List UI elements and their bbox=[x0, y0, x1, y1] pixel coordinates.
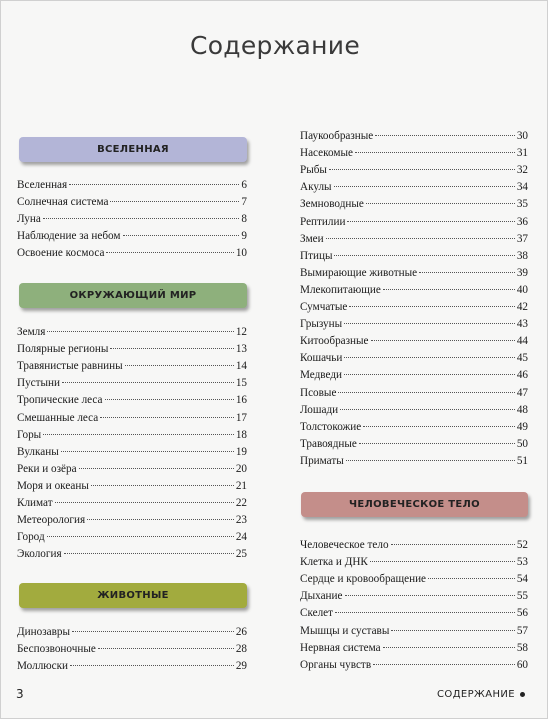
toc-entry[interactable] bbox=[300, 438, 528, 455]
entry-title: Климат bbox=[17, 497, 53, 509]
entry-title: Тропические леса bbox=[17, 394, 103, 407]
entry-title: Экология bbox=[17, 548, 62, 561]
toc-entry[interactable] bbox=[300, 556, 528, 573]
dot-leader bbox=[62, 382, 234, 383]
dot-leader bbox=[375, 135, 515, 136]
page-number: 3 bbox=[16, 687, 24, 701]
entry-page-number: 18 bbox=[235, 428, 247, 441]
entry-title: Лошади bbox=[300, 403, 339, 416]
entry-title: Метеорология bbox=[17, 514, 86, 527]
toc-entry[interactable] bbox=[17, 394, 247, 411]
entry-page-number: 49 bbox=[516, 420, 528, 433]
toc-entry[interactable] bbox=[17, 643, 247, 660]
toc-entry[interactable] bbox=[300, 335, 528, 352]
dot-leader bbox=[47, 331, 233, 332]
entry-page-number: 26 bbox=[235, 626, 247, 638]
dot-leader bbox=[70, 665, 234, 666]
dot-leader bbox=[47, 536, 234, 537]
entry-page-number: 9 bbox=[241, 230, 247, 243]
toc-entry[interactable] bbox=[17, 429, 247, 446]
dot-leader bbox=[61, 451, 234, 452]
toc-entry[interactable] bbox=[300, 455, 528, 472]
dot-leader bbox=[383, 289, 515, 290]
toc-entry[interactable] bbox=[300, 421, 528, 438]
entry-page-number: 13 bbox=[235, 343, 247, 356]
entry-title: Земля bbox=[17, 326, 46, 338]
dot-leader bbox=[87, 519, 234, 520]
entry-page-number: 50 bbox=[516, 437, 528, 450]
dot-leader bbox=[344, 323, 515, 324]
toc-entry[interactable] bbox=[300, 539, 528, 556]
entry-title: Насекомые bbox=[300, 147, 353, 160]
dot-leader bbox=[344, 374, 515, 375]
entry-title: Пустыни bbox=[17, 377, 61, 390]
entry-page-number: 22 bbox=[235, 497, 247, 509]
toc-entry[interactable] bbox=[300, 130, 528, 147]
entry-title: Дыхание bbox=[300, 590, 343, 603]
dot-leader bbox=[419, 272, 515, 273]
entry-page-number: 8 bbox=[241, 213, 247, 226]
toc-entry[interactable] bbox=[300, 659, 528, 676]
dot-leader bbox=[359, 443, 515, 444]
entry-title: Рептилии bbox=[300, 215, 346, 228]
toc-entry[interactable] bbox=[300, 642, 528, 659]
entry-title: Рыбы bbox=[300, 164, 327, 177]
entry-title: Реки и озёра bbox=[17, 462, 77, 475]
entry-title: Сумчатые bbox=[300, 301, 348, 313]
dot-leader bbox=[345, 595, 515, 596]
toc-entry[interactable] bbox=[17, 213, 247, 230]
dot-leader bbox=[383, 647, 515, 648]
entry-title: Вселенная bbox=[17, 179, 68, 191]
entry-page-number: 54 bbox=[516, 573, 528, 586]
entry-page-number: 52 bbox=[516, 539, 528, 551]
running-footer bbox=[437, 689, 525, 700]
dot-leader bbox=[371, 340, 515, 341]
entry-title: Беспозвоночные bbox=[17, 643, 96, 656]
toc-entry[interactable] bbox=[17, 377, 247, 394]
entry-page-number: 58 bbox=[516, 641, 528, 654]
dot-leader bbox=[346, 460, 515, 461]
toc-entry[interactable] bbox=[300, 267, 528, 284]
running-title: СОДЕРЖАНИЕ bbox=[437, 689, 515, 700]
toc-entry[interactable] bbox=[17, 463, 247, 480]
dot-leader bbox=[391, 630, 514, 631]
entry-title: Млекопитающие bbox=[300, 283, 381, 296]
dot-leader bbox=[72, 631, 234, 632]
toc-entry[interactable] bbox=[17, 531, 247, 548]
entry-title: Китообразные bbox=[300, 335, 369, 348]
dot-leader bbox=[349, 306, 514, 307]
entry-title: Медведи bbox=[300, 369, 343, 382]
entry-page-number: 38 bbox=[516, 249, 528, 262]
toc-entry[interactable] bbox=[300, 233, 528, 250]
dot-leader bbox=[106, 252, 233, 253]
entry-page-number: 55 bbox=[516, 590, 528, 603]
entry-title: Псовые bbox=[300, 386, 337, 399]
entry-page-number: 28 bbox=[235, 643, 247, 656]
entry-page-number: 15 bbox=[235, 377, 247, 390]
dot-leader bbox=[329, 169, 515, 170]
toc-entry[interactable] bbox=[17, 446, 247, 463]
entry-page-number: 20 bbox=[235, 462, 247, 475]
entry-page-number: 21 bbox=[235, 479, 247, 492]
entry-title: Травянистые равнины bbox=[17, 360, 123, 373]
dot-leader bbox=[373, 664, 515, 665]
dot-leader bbox=[110, 348, 233, 349]
toc-entry[interactable] bbox=[17, 548, 247, 565]
entry-page-number: 36 bbox=[516, 215, 528, 228]
entry-page-number: 31 bbox=[516, 147, 528, 160]
section-header: ЧЕЛОВЕЧЕСКОЕ ТЕЛО bbox=[301, 492, 528, 517]
dot-leader bbox=[334, 255, 514, 256]
entry-page-number: 56 bbox=[516, 607, 528, 620]
dot-leader bbox=[64, 553, 234, 554]
entry-page-number: 12 bbox=[235, 326, 247, 338]
dot-leader bbox=[335, 612, 515, 613]
toc-entry[interactable] bbox=[17, 343, 247, 360]
entry-page-number: 7 bbox=[241, 196, 247, 209]
dot-leader bbox=[347, 221, 514, 222]
entry-page-number: 35 bbox=[516, 198, 528, 211]
entry-page-number: 19 bbox=[235, 445, 247, 458]
section-header: ОКРУЖАЮЩИЙ МИР bbox=[19, 283, 247, 308]
entry-title: Вулканы bbox=[17, 445, 59, 458]
entry-page-number: 40 bbox=[516, 283, 528, 296]
toc-entry[interactable] bbox=[17, 360, 247, 377]
dot-leader bbox=[100, 417, 234, 418]
dot-leader bbox=[363, 426, 515, 427]
dot-leader bbox=[123, 235, 240, 236]
dot-leader bbox=[326, 238, 515, 239]
dot-leader bbox=[344, 357, 514, 358]
toc-entry[interactable] bbox=[300, 404, 528, 421]
dot-leader bbox=[43, 434, 234, 435]
page-title: Содержание bbox=[189, 31, 361, 60]
entry-page-number: 47 bbox=[516, 386, 528, 399]
toc-entry[interactable] bbox=[300, 352, 528, 369]
toc-entry[interactable] bbox=[300, 301, 528, 318]
entry-title: Грызуны bbox=[300, 318, 343, 331]
toc-entry[interactable] bbox=[300, 369, 528, 386]
dot-leader bbox=[105, 399, 234, 400]
entry-title: Нервная система bbox=[300, 641, 381, 654]
entry-page-number: 39 bbox=[516, 266, 528, 279]
entry-page-number: 37 bbox=[516, 232, 528, 245]
entry-title: Освоение космоса bbox=[17, 247, 105, 260]
dot-leader bbox=[366, 203, 515, 204]
entry-page-number: 34 bbox=[516, 181, 528, 194]
entry-page-number: 44 bbox=[516, 335, 528, 348]
dot-leader bbox=[98, 648, 234, 649]
entry-title: Мышцы и суставы bbox=[300, 624, 390, 637]
toc-entry[interactable] bbox=[300, 181, 528, 198]
entry-title: Человеческое тело bbox=[300, 539, 389, 551]
dot-leader bbox=[370, 561, 515, 562]
toc-entry[interactable] bbox=[17, 326, 247, 343]
dot-leader bbox=[43, 218, 240, 219]
entry-page-number: 46 bbox=[516, 369, 528, 382]
toc-entry[interactable] bbox=[300, 318, 528, 335]
toc-entry[interactable] bbox=[17, 626, 247, 643]
entry-title: Акулы bbox=[300, 181, 332, 194]
toc-entry[interactable] bbox=[17, 412, 247, 429]
entry-title: Смешанные леса bbox=[17, 411, 99, 424]
entry-title: Паукообразные bbox=[300, 130, 374, 142]
toc-entry[interactable] bbox=[300, 216, 528, 233]
entry-page-number: 43 bbox=[516, 318, 528, 331]
toc-entry[interactable] bbox=[17, 514, 247, 531]
dot-leader bbox=[110, 201, 239, 202]
entry-title: Клетка и ДНК bbox=[300, 556, 368, 569]
entry-title: Органы чувств bbox=[300, 658, 372, 671]
entry-title: Моллюски bbox=[17, 660, 69, 673]
toc-entry[interactable] bbox=[17, 230, 247, 247]
dot-leader bbox=[91, 485, 234, 486]
entry-page-number: 45 bbox=[516, 352, 528, 365]
dot-leader bbox=[428, 578, 515, 579]
entry-title: Горы bbox=[17, 428, 42, 441]
dot-leader bbox=[69, 184, 239, 185]
entry-page-number: 10 bbox=[235, 247, 247, 260]
dot-leader bbox=[55, 502, 234, 503]
entry-title: Город bbox=[17, 531, 45, 544]
dot-leader bbox=[355, 152, 515, 153]
toc-entry[interactable] bbox=[300, 164, 528, 181]
entry-title: Приматы bbox=[300, 454, 344, 467]
entry-page-number: 6 bbox=[241, 179, 247, 191]
entry-title: Вымирающие животные bbox=[300, 266, 418, 279]
entry-page-number: 29 bbox=[235, 660, 247, 673]
toc-entry[interactable] bbox=[17, 660, 247, 677]
section-header: ВСЕЛЕННАЯ bbox=[19, 137, 247, 162]
toc-entry[interactable] bbox=[17, 497, 247, 514]
toc-entry[interactable] bbox=[300, 590, 528, 607]
entry-title: Полярные регионы bbox=[17, 343, 109, 356]
entry-title: Толстокожие bbox=[300, 420, 362, 433]
entry-title: Птицы bbox=[300, 249, 333, 262]
entry-title: Кошачьи bbox=[300, 352, 343, 365]
entry-title: Скелет bbox=[300, 607, 334, 620]
toc-entry[interactable] bbox=[17, 247, 247, 264]
toc-entry[interactable] bbox=[17, 196, 247, 213]
dot-leader bbox=[340, 409, 515, 410]
toc-entry[interactable] bbox=[300, 625, 528, 642]
entry-title: Сердце и кровообращение bbox=[300, 573, 427, 586]
dot-leader bbox=[338, 392, 514, 393]
toc-entry[interactable] bbox=[300, 250, 528, 267]
dot-leader bbox=[125, 365, 234, 366]
entry-page-number: 24 bbox=[235, 531, 247, 544]
toc-entry[interactable] bbox=[300, 284, 528, 301]
entry-page-number: 53 bbox=[516, 556, 528, 569]
toc-entry[interactable] bbox=[300, 607, 528, 624]
toc-entry[interactable] bbox=[300, 198, 528, 215]
entry-title: Луна bbox=[17, 213, 41, 226]
toc-entry[interactable] bbox=[300, 387, 528, 404]
toc-entry[interactable] bbox=[17, 179, 247, 196]
entry-page-number: 23 bbox=[235, 514, 247, 527]
toc-entry[interactable] bbox=[17, 480, 247, 497]
dot-leader bbox=[334, 186, 515, 187]
entry-page-number: 14 bbox=[235, 360, 247, 373]
entry-page-number: 30 bbox=[516, 130, 528, 142]
entry-page-number: 42 bbox=[516, 301, 528, 313]
toc-entry[interactable] bbox=[300, 573, 528, 590]
dot-leader bbox=[391, 544, 515, 545]
toc-entry[interactable] bbox=[300, 147, 528, 164]
entry-title: Наблюдение за небом bbox=[17, 230, 121, 243]
dot-leader bbox=[79, 468, 234, 469]
entry-page-number: 48 bbox=[516, 403, 528, 416]
entry-title: Солнечная система bbox=[17, 196, 109, 209]
entry-page-number: 51 bbox=[516, 454, 528, 467]
entry-page-number: 16 bbox=[235, 394, 247, 407]
entry-page-number: 60 bbox=[516, 658, 528, 671]
entry-page-number: 57 bbox=[516, 624, 528, 637]
entry-title: Змеи bbox=[300, 232, 324, 245]
entry-page-number: 25 bbox=[235, 548, 247, 561]
entry-page-number: 17 bbox=[235, 411, 247, 424]
entry-title: Моря и океаны bbox=[17, 479, 89, 492]
entry-page-number: 32 bbox=[516, 164, 528, 177]
entry-title: Земноводные bbox=[300, 198, 364, 211]
section-header: ЖИВОТНЫЕ bbox=[19, 583, 247, 608]
entry-title: Динозавры bbox=[17, 626, 70, 638]
bullet-icon bbox=[520, 692, 525, 697]
entry-title: Травоядные bbox=[300, 437, 357, 450]
